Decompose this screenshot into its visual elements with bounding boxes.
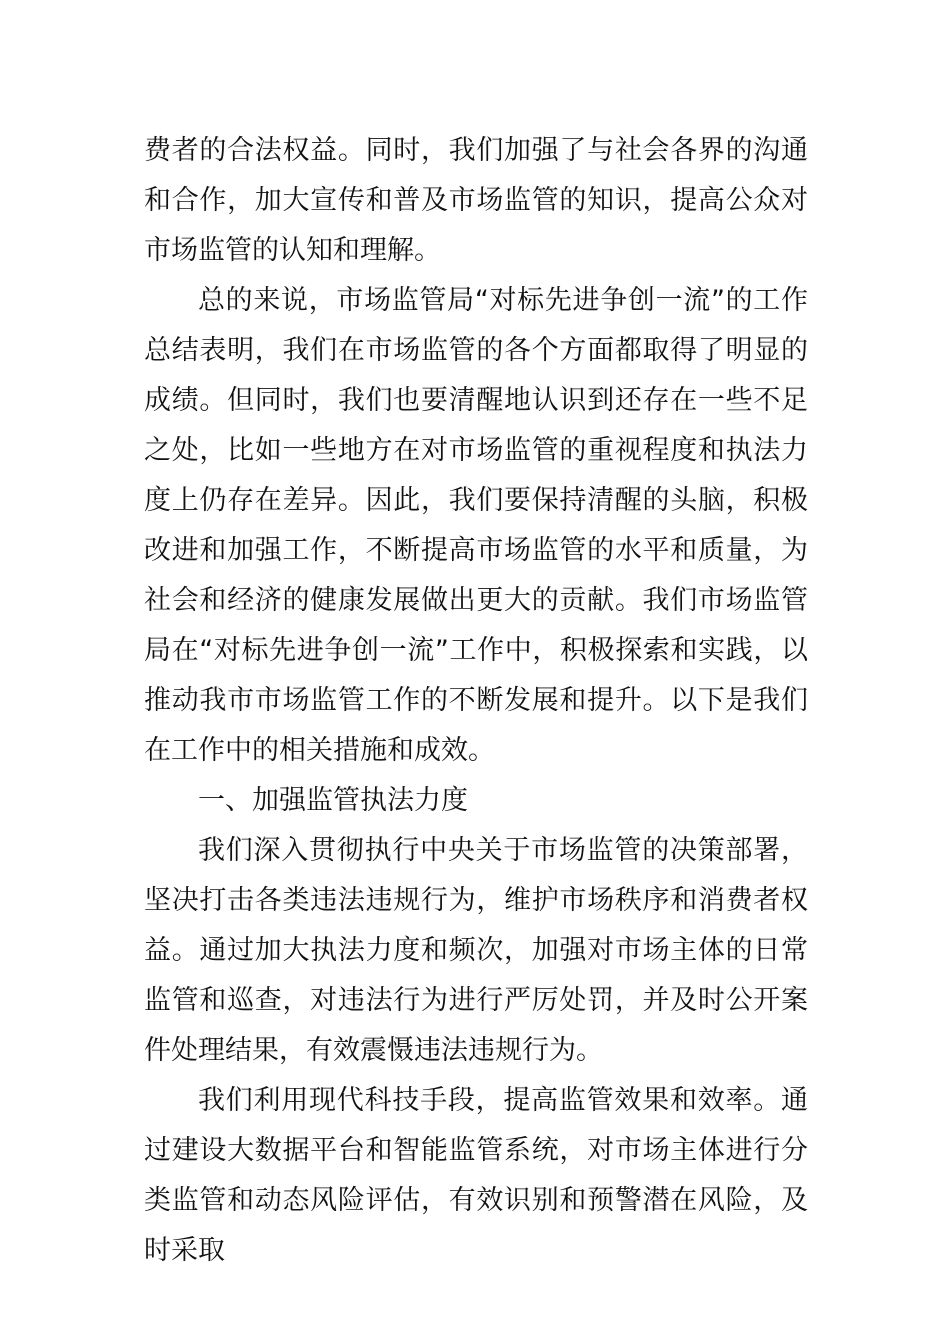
document-body <box>144 126 808 1276</box>
section-heading: 一、加强监管执法力度 <box>198 785 468 816</box>
paragraph-technology: 我们利用现代科技手段，提高监管效果和效率。通过建设大数据平台和智能监管系统，对市场主体进行分类监管和动态风险评估，有效识别和预警潜在风险，及时采取 <box>144 1085 808 1266</box>
paragraph-summary: 总的来说，市场监管局“对标先进争创一流”的工作总结表明，我们在市场监管的各个方面都取得了明显的成绩。但同时，我们也要清醒地认识到还存在一些不足之处，比如一些地方在对市场监管的重视程度和执法力度上仍存在差异。因此，我们要保持清醒的头脑，积极改进和加强工作，不断提高市场监管的水平和质量，为社会和经济的健康发展做出更大的贡献。我们市场监管局在“对标先进争创一流”工作中，积极探索和实践，以推动我市市场监管工作的不断发展和提升。以下是我们在工作中的相关措施和成效。 <box>144 285 808 766</box>
paragraph-continued: 费者的合法权益。同时，我们加强了与社会各界的沟通和合作，加大宣传和普及市场监管的知识，提高公众对市场监管的认知和理解。 <box>144 135 808 266</box>
paragraph-enforcement: 我们深入贯彻执行中央关于市场监管的决策部署，坚决打击各类违法违规行为，维护市场秩序和消费者权益。通过加大执法力度和频次，加强对市场主体的日常监管和巡查，对违法行为进行严厉处罚，并及时公开案件处理结果，有效震慑违法违规行为。 <box>144 835 808 1066</box>
